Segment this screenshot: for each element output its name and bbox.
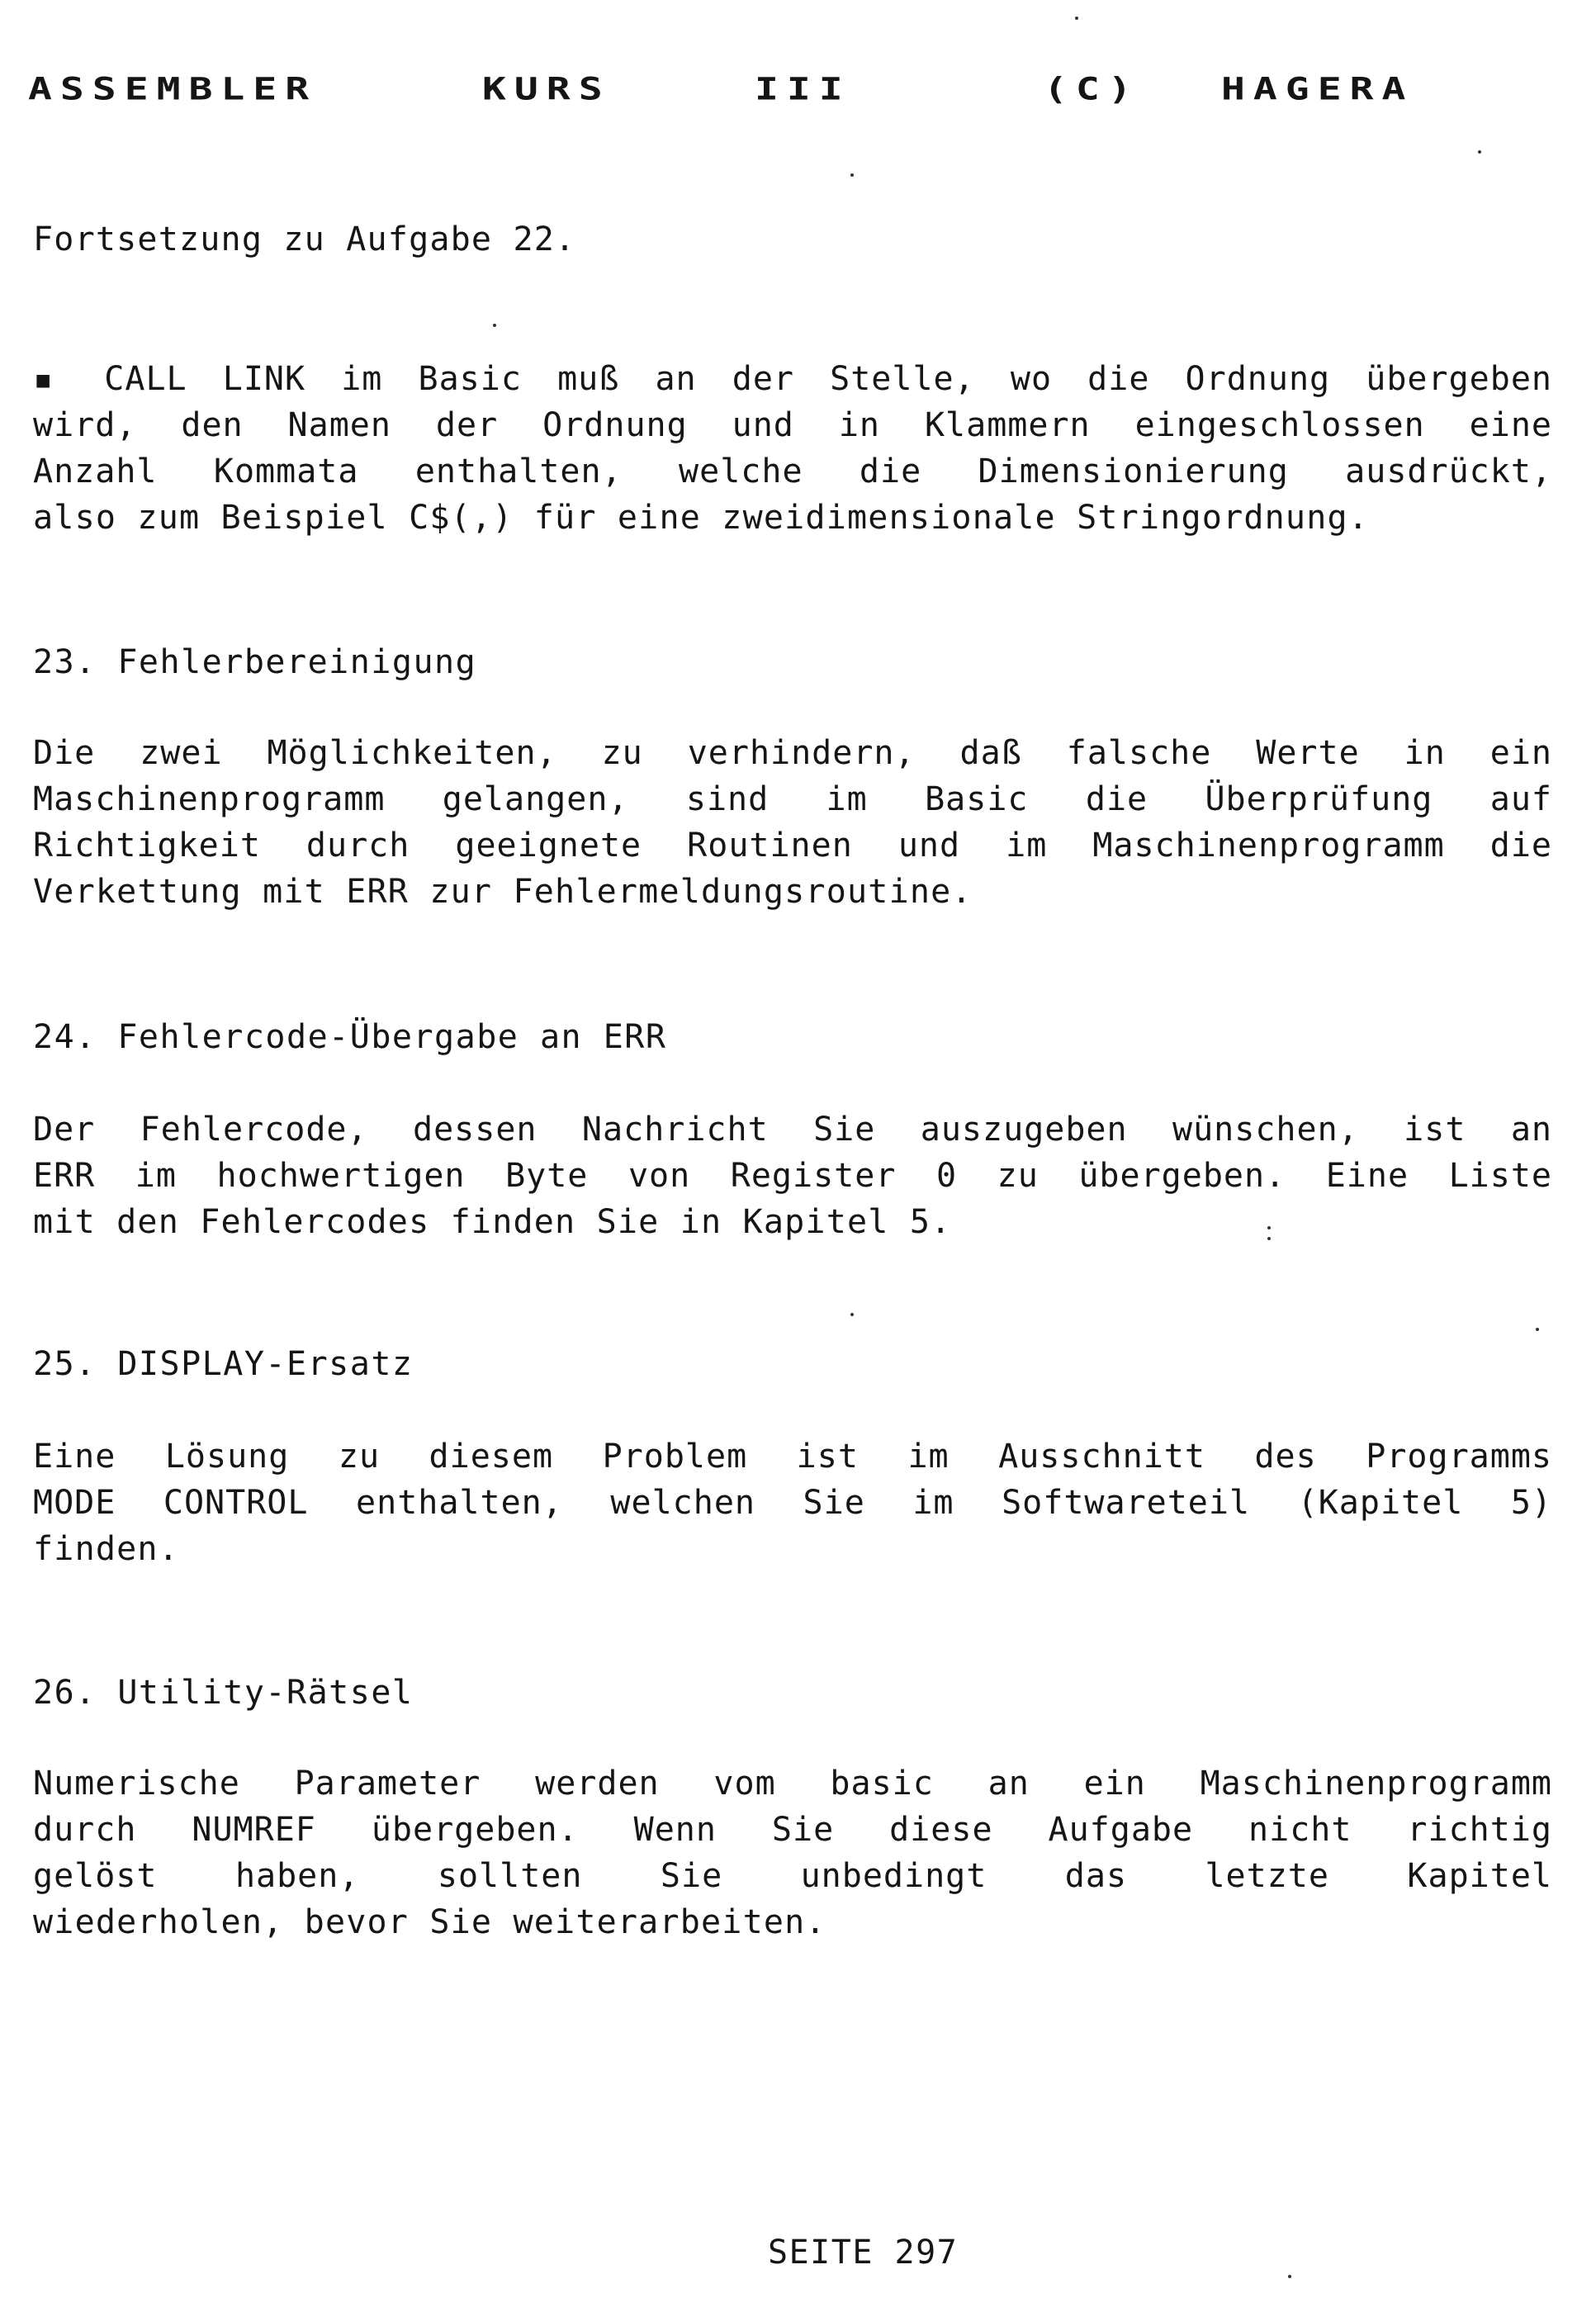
section-23-line-1: Die zwei Möglichkeiten, zu verhindern, daß falsche Werte in ein (33, 734, 1552, 772)
intro-line: Fortsetzung zu Aufgabe 22. (33, 220, 576, 258)
header-author: HAGERA (1221, 71, 1414, 107)
header-course: KURS (482, 71, 611, 107)
section-25-line-2: MODE CONTROL enthalten, welchen Sie im Softwareteil (Kapitel 5) (33, 1484, 1552, 1522)
section-26-line-4: wiederholen, bevor Sie weiterarbeiten. (33, 1903, 826, 1941)
scan-speck (1267, 1237, 1271, 1240)
section-25-line-1: Eine Lösung zu diesem Problem ist im Ausschnitt des Programms (33, 1438, 1552, 1476)
scan-speck (1267, 1226, 1271, 1229)
section-23-heading: 23. Fehlerbereinigung (33, 643, 477, 681)
scan-speck (1478, 150, 1481, 154)
header-copyright: (C) (1044, 71, 1140, 107)
scan-speck (850, 173, 854, 177)
section-24-line-3: mit den Fehlercodes finden Sie in Kapitel 5. (33, 1203, 952, 1241)
bullet-line-1: ▪ CALL LINK im Basic muß an der Stelle, wo die Ordnung übergeben (33, 360, 1552, 398)
header-title: ASSEMBLER (28, 71, 318, 107)
scan-speck (1075, 17, 1078, 20)
section-24-line-2: ERR im hochwertigen Byte von Register 0 zu übergeben. Eine Liste (33, 1157, 1552, 1195)
header-part: III (755, 71, 851, 107)
bullet-line-3: Anzahl Kommata enthalten, welche die Dimensionierung ausdrückt, (33, 452, 1552, 490)
section-23-line-2: Maschinenprogramm gelangen, sind im Basic die Überprüfung auf (33, 780, 1552, 818)
scan-speck (850, 1313, 854, 1316)
page-header (28, 71, 1481, 110)
section-26-heading: 26. Utility-Rätsel (33, 1674, 414, 1712)
section-26-line-3: gelöst haben, sollten Sie unbedingt das letzte Kapitel (33, 1857, 1552, 1895)
scan-speck (493, 324, 496, 327)
section-25-line-3: finden. (33, 1530, 179, 1568)
section-25-heading: 25. DISPLAY-Ersatz (33, 1345, 414, 1383)
scan-speck (1288, 2275, 1291, 2278)
section-26-line-2: durch NUMREF übergeben. Wenn Sie diese Aufgabe nicht richtig (33, 1811, 1552, 1849)
section-24-heading: 24. Fehlercode-Übergabe an ERR (33, 1018, 667, 1056)
bullet-line-2: wird, den Namen der Ordnung und in Klammern eingeschlossen eine (33, 406, 1552, 444)
section-26-line-1: Numerische Parameter werden vom basic an ein Maschinenprogramm (33, 1765, 1552, 1803)
bullet-line-4: also zum Beispiel C$(,) für eine zweidimensionale Stringordnung. (33, 499, 1370, 537)
section-23-line-3: Richtigkeit durch geeignete Routinen und im Maschinenprogramm die (33, 827, 1552, 865)
section-23-line-4: Verkettung mit ERR zur Fehlermeldungsroutine. (33, 873, 973, 911)
section-24-line-1: Der Fehlercode, dessen Nachricht Sie auszugeben wünschen, ist an (33, 1111, 1552, 1149)
page-number: SEITE 297 (768, 2234, 959, 2272)
scan-speck (1536, 1328, 1539, 1331)
